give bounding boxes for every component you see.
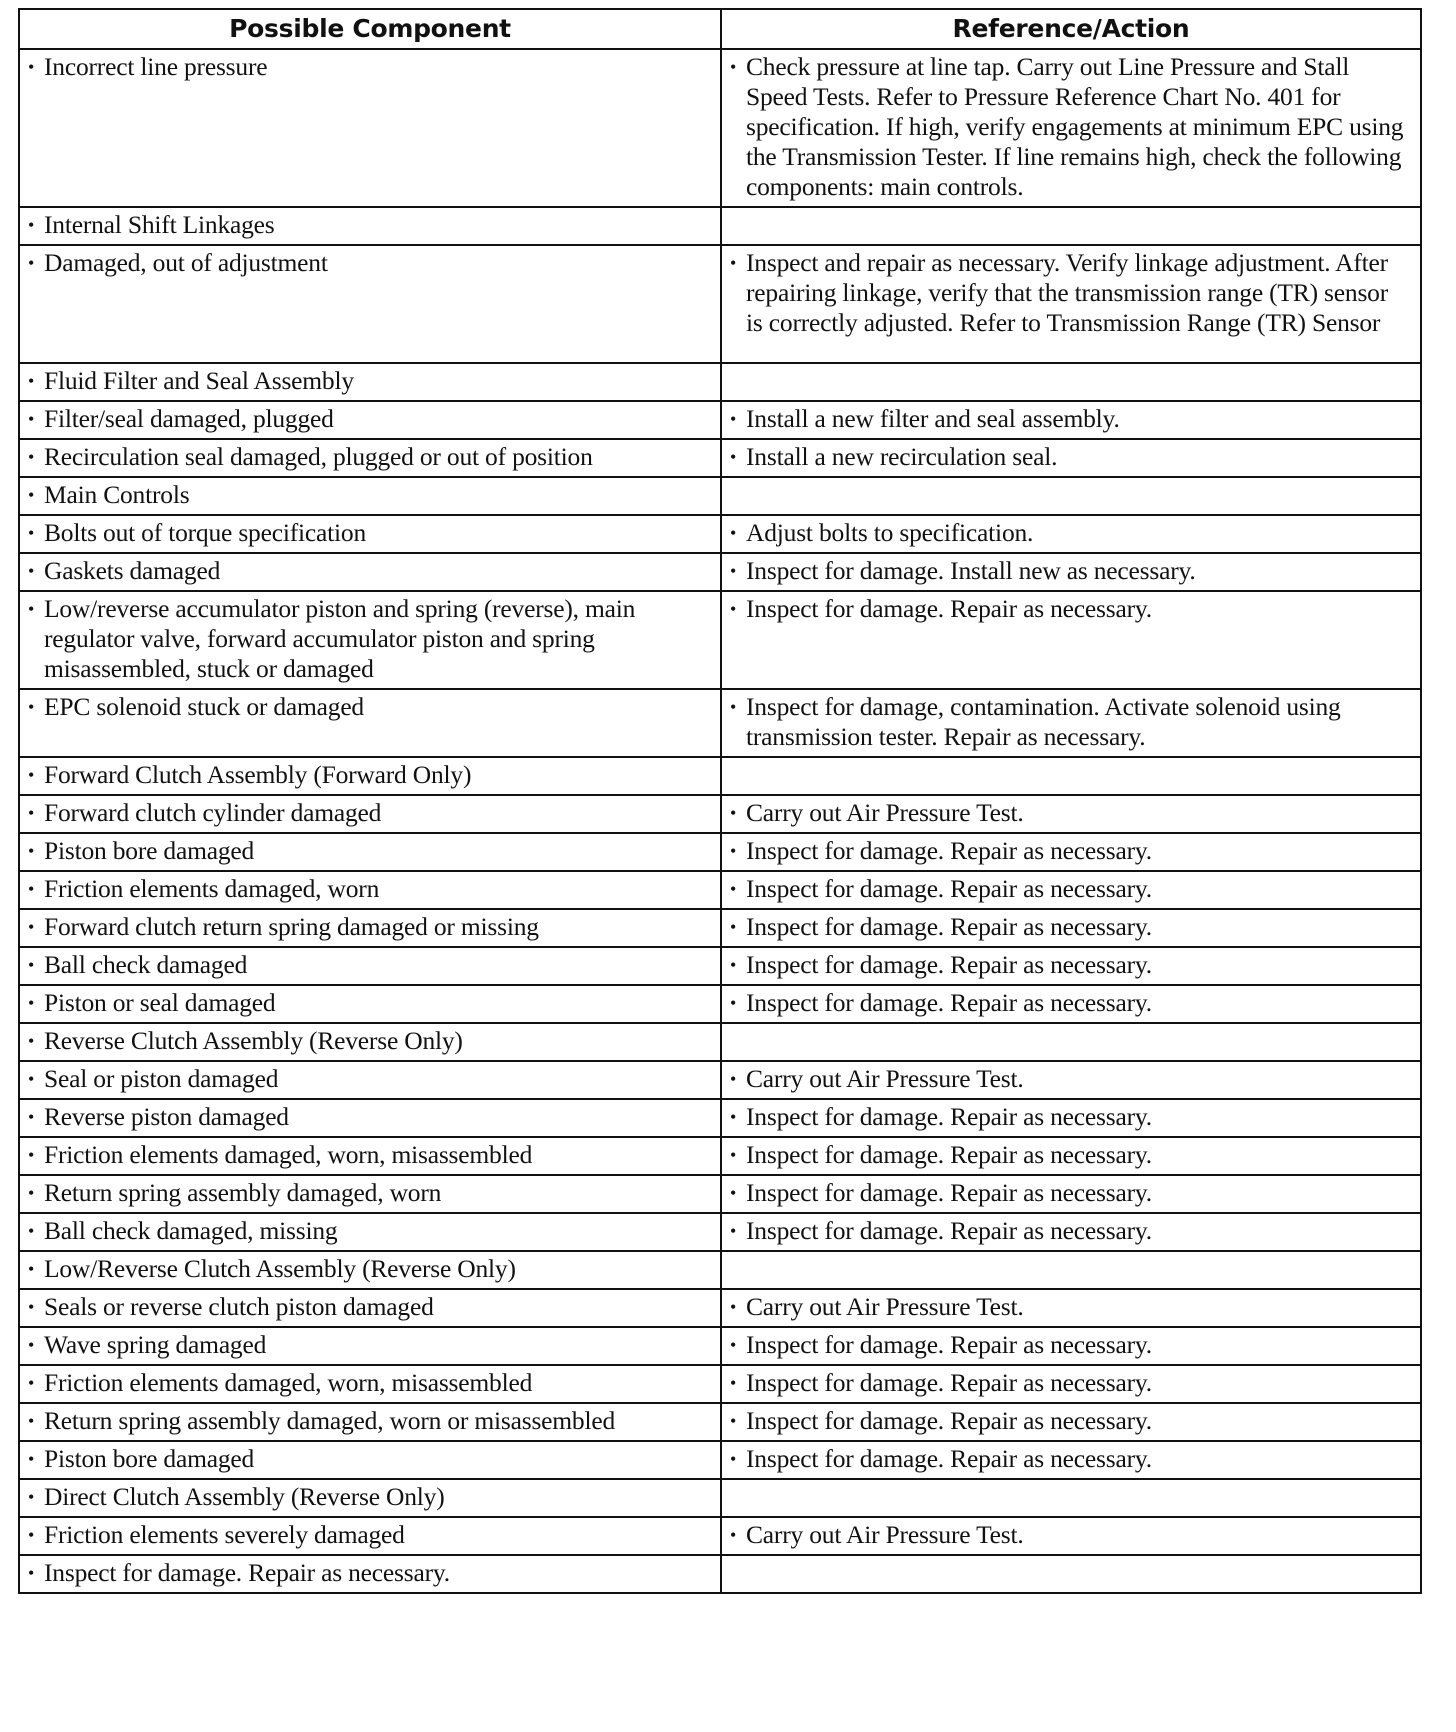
table-row: [19, 1479, 1421, 1517]
cell-content: [28, 518, 708, 548]
component-cell: [19, 207, 721, 245]
bullet-icon: •: [730, 1145, 737, 1165]
component-text: Friction elements damaged, worn, misassembled: [44, 1368, 533, 1397]
header-row: [19, 9, 1421, 49]
cell-content: [28, 1026, 708, 1056]
bullet-icon: •: [730, 1411, 737, 1431]
bullet-icon: •: [28, 485, 35, 505]
bullet-icon: •: [730, 955, 737, 975]
action-cell: [721, 245, 1421, 363]
bullet-icon: •: [730, 1335, 737, 1355]
cell-content: [28, 52, 708, 82]
bullet-icon: •: [28, 1107, 35, 1127]
component-text: Damaged, out of adjustment: [44, 248, 328, 277]
action-text: Inspect for damage. Repair as necessary.: [746, 1178, 1152, 1207]
bullet-icon: •: [730, 879, 737, 899]
cell-content: [730, 404, 1408, 434]
component-text: Forward Clutch Assembly (Forward Only): [44, 760, 472, 789]
action-text: Inspect for damage. Install new as necessary.: [746, 556, 1196, 585]
table-row: [19, 363, 1421, 401]
action-cell: [721, 49, 1421, 207]
action-text: Inspect for damage, contamination. Activate solenoid using transmission tester. Repair as necessary.: [746, 692, 1341, 751]
bullet-icon: •: [730, 1373, 737, 1393]
table-row: [19, 439, 1421, 477]
bullet-icon: •: [730, 1069, 737, 1089]
bullet-icon: •: [28, 215, 35, 235]
cell-content: [730, 1292, 1408, 1322]
component-cell: [19, 1023, 721, 1061]
action-cell: [721, 833, 1421, 871]
bullet-icon: •: [28, 1183, 35, 1203]
component-cell: [19, 245, 721, 363]
bullet-icon: •: [28, 917, 35, 937]
component-cell: [19, 591, 721, 689]
cell-content: [730, 442, 1408, 472]
bullet-icon: •: [28, 561, 35, 581]
cell-content: [730, 1140, 1408, 1170]
cell-content: [730, 950, 1408, 980]
component-cell: [19, 871, 721, 909]
reference-action-header: Reference/Action: [721, 9, 1421, 49]
table-row: [19, 833, 1421, 871]
component-cell: [19, 1555, 721, 1593]
cell-content: [730, 1444, 1408, 1474]
bullet-icon: •: [28, 1487, 35, 1507]
bullet-icon: •: [28, 523, 35, 543]
component-cell: [19, 1061, 721, 1099]
action-cell: [721, 757, 1421, 795]
cell-content: [28, 1216, 708, 1246]
component-cell: [19, 49, 721, 207]
action-cell: [721, 363, 1421, 401]
cell-content: [28, 836, 708, 866]
component-text: Main Controls: [44, 480, 190, 509]
table-row: [19, 871, 1421, 909]
action-text: Inspect for damage. Repair as necessary.: [746, 1330, 1152, 1359]
component-text: Piston or seal damaged: [44, 988, 276, 1017]
component-cell: [19, 689, 721, 757]
cell-content: [28, 556, 708, 586]
cell-content: [28, 1064, 708, 1094]
action-text: Carry out Air Pressure Test.: [746, 1292, 1024, 1321]
action-cell: [721, 1061, 1421, 1099]
table-row: [19, 1555, 1421, 1593]
cell-content: [730, 52, 1408, 202]
action-text: Inspect and repair as necessary. Verify linkage adjustment. After repairing linkage, verify that the transmission range (TR) sensor is correctly adjusted. Refer to Transmission Range (TR) Sensor: [746, 248, 1389, 337]
cell-content: [28, 1254, 708, 1284]
diagnosis-table: [18, 8, 1422, 1594]
cell-content: [730, 988, 1408, 1018]
cell-content: [28, 1520, 708, 1550]
cell-content: [730, 1064, 1408, 1094]
cell-content: [28, 210, 708, 240]
action-cell: [721, 1137, 1421, 1175]
component-text: Internal Shift Linkages: [44, 210, 275, 239]
component-cell: [19, 401, 721, 439]
component-text: Seal or piston damaged: [44, 1064, 279, 1093]
table-row: [19, 757, 1421, 795]
action-cell: [721, 515, 1421, 553]
action-cell: [721, 795, 1421, 833]
bullet-icon: •: [28, 841, 35, 861]
component-text: Seals or reverse clutch piston damaged: [44, 1292, 434, 1321]
component-cell: [19, 1175, 721, 1213]
component-cell: [19, 1403, 721, 1441]
table-row: [19, 1403, 1421, 1441]
action-text: Adjust bolts to specification.: [746, 518, 1034, 547]
bullet-icon: •: [28, 253, 35, 273]
cell-content: [28, 760, 708, 790]
cell-content: [730, 1330, 1408, 1360]
table-row: [19, 401, 1421, 439]
table-body: [19, 49, 1421, 1593]
component-text: Incorrect line pressure: [44, 52, 268, 81]
bullet-icon: •: [730, 1107, 737, 1127]
action-cell: [721, 1175, 1421, 1213]
action-cell: [721, 1213, 1421, 1251]
bullet-icon: •: [730, 409, 737, 429]
bullet-icon: •: [28, 1449, 35, 1469]
cell-content: [730, 874, 1408, 904]
table-row: [19, 207, 1421, 245]
table-row: [19, 553, 1421, 591]
action-cell: [721, 1327, 1421, 1365]
action-cell: [721, 401, 1421, 439]
table-row: [19, 1441, 1421, 1479]
component-cell: [19, 515, 721, 553]
cell-content: [28, 248, 708, 278]
action-text: Install a new recirculation seal.: [746, 442, 1058, 471]
cell-content: [28, 950, 708, 980]
component-text: Friction elements damaged, worn: [44, 874, 380, 903]
possible-component-header: Possible Component: [19, 9, 721, 49]
cell-content: [28, 594, 708, 684]
cell-content: [730, 1406, 1408, 1436]
action-cell: [721, 947, 1421, 985]
action-text: Inspect for damage. Repair as necessary.: [746, 836, 1152, 865]
component-text: Forward clutch cylinder damaged: [44, 798, 382, 827]
table-row: [19, 1517, 1421, 1555]
cell-content: [28, 874, 708, 904]
bullet-icon: •: [730, 1183, 737, 1203]
bullet-icon: •: [28, 599, 35, 619]
cell-content: [28, 1482, 708, 1512]
component-cell: [19, 1479, 721, 1517]
table-row: [19, 245, 1421, 363]
bullet-icon: •: [28, 409, 35, 429]
action-cell: [721, 1099, 1421, 1137]
cell-content: [730, 1216, 1408, 1246]
cell-content: [730, 912, 1408, 942]
component-text: Piston bore damaged: [44, 1444, 255, 1473]
action-cell: [721, 1023, 1421, 1061]
cell-content: [28, 1368, 708, 1398]
component-text: Return spring assembly damaged, worn: [44, 1178, 442, 1207]
cell-content: [730, 248, 1408, 338]
component-cell: [19, 795, 721, 833]
component-cell: [19, 439, 721, 477]
bullet-icon: •: [28, 1373, 35, 1393]
action-text: Carry out Air Pressure Test.: [746, 1520, 1024, 1549]
bullet-icon: •: [28, 803, 35, 823]
action-text: Inspect for damage. Repair as necessary.: [746, 1102, 1152, 1131]
action-text: Inspect for damage. Repair as necessary.: [746, 912, 1152, 941]
table-row: [19, 1137, 1421, 1175]
component-cell: [19, 1441, 721, 1479]
bullet-icon: •: [28, 1069, 35, 1089]
table-row: [19, 947, 1421, 985]
table-row: [19, 1289, 1421, 1327]
component-text: Return spring assembly damaged, worn or misassembled: [44, 1406, 616, 1435]
action-text: Install a new filter and seal assembly.: [746, 404, 1120, 433]
component-cell: [19, 1365, 721, 1403]
component-text: Bolts out of torque specification: [44, 518, 366, 547]
table-row: [19, 689, 1421, 757]
component-text: Recirculation seal damaged, plugged or out of position: [44, 442, 593, 471]
bullet-icon: •: [28, 765, 35, 785]
cell-content: [28, 1330, 708, 1360]
bullet-icon: •: [28, 1259, 35, 1279]
component-cell: [19, 1137, 721, 1175]
action-text: Inspect for damage. Repair as necessary.: [746, 988, 1152, 1017]
component-text: Direct Clutch Assembly (Reverse Only): [44, 1482, 445, 1511]
component-text: Filter/seal damaged, plugged: [44, 404, 334, 433]
bullet-icon: •: [28, 955, 35, 975]
cell-content: [28, 1178, 708, 1208]
action-cell: [721, 439, 1421, 477]
component-cell: [19, 1517, 721, 1555]
cell-content: [28, 1406, 708, 1436]
bullet-icon: •: [28, 447, 35, 467]
component-text: Reverse Clutch Assembly (Reverse Only): [44, 1026, 463, 1055]
cell-content: [730, 1178, 1408, 1208]
component-text: EPC solenoid stuck or damaged: [44, 692, 364, 721]
component-cell: [19, 477, 721, 515]
cell-content: [730, 692, 1408, 752]
bullet-icon: •: [730, 1221, 737, 1241]
action-cell: [721, 553, 1421, 591]
bullet-icon: •: [28, 1221, 35, 1241]
component-cell: [19, 1289, 721, 1327]
table-row: [19, 985, 1421, 1023]
bullet-icon: •: [730, 253, 737, 273]
component-text: Forward clutch return spring damaged or missing: [44, 912, 539, 941]
action-text: Inspect for damage. Repair as necessary.: [746, 594, 1152, 623]
component-text: Low/reverse accumulator piston and spring (reverse), main regulator valve, forward accumulator piston and spring misassembled, stuck or damaged: [44, 594, 636, 683]
component-cell: [19, 833, 721, 871]
component-cell: [19, 1213, 721, 1251]
action-cell: [721, 207, 1421, 245]
cell-content: [730, 1520, 1408, 1550]
table-row: [19, 1365, 1421, 1403]
action-text: Check pressure at line tap. Carry out Line Pressure and Stall Speed Tests. Refer to Pressure Reference Chart No. 401 for specification. If high, verify engagements at minimum EPC using the Transmission Tester. If line remains high, check the following components: main controls.: [746, 52, 1404, 201]
bullet-icon: •: [730, 57, 737, 77]
cell-content: [28, 1558, 708, 1588]
action-text: Inspect for damage. Repair as necessary.: [746, 1406, 1152, 1435]
action-text: Inspect for damage. Repair as necessary.: [746, 950, 1152, 979]
action-text: Carry out Air Pressure Test.: [746, 798, 1024, 827]
component-text: Wave spring damaged: [44, 1330, 267, 1359]
bullet-icon: •: [730, 993, 737, 1013]
table-row: [19, 591, 1421, 689]
bullet-icon: •: [28, 879, 35, 899]
action-cell: [721, 1251, 1421, 1289]
bullet-icon: •: [28, 1297, 35, 1317]
action-cell: [721, 1289, 1421, 1327]
table-row: [19, 49, 1421, 207]
action-cell: [721, 1517, 1421, 1555]
component-text: Reverse piston damaged: [44, 1102, 289, 1131]
bullet-icon: •: [28, 1031, 35, 1051]
cell-content: [28, 912, 708, 942]
bullet-icon: •: [28, 371, 35, 391]
table-row: [19, 795, 1421, 833]
action-cell: [721, 1365, 1421, 1403]
component-cell: [19, 1099, 721, 1137]
component-text: Ball check damaged: [44, 950, 248, 979]
bullet-icon: •: [730, 561, 737, 581]
bullet-icon: •: [730, 917, 737, 937]
action-cell: [721, 909, 1421, 947]
cell-content: [28, 366, 708, 396]
cell-content: [730, 556, 1408, 586]
component-text: Friction elements severely damaged: [44, 1520, 405, 1549]
bullet-icon: •: [730, 1525, 737, 1545]
component-text: Inspect for damage. Repair as necessary.: [44, 1558, 450, 1587]
cell-content: [28, 1102, 708, 1132]
component-cell: [19, 985, 721, 1023]
component-cell: [19, 757, 721, 795]
component-cell: [19, 1251, 721, 1289]
bullet-icon: •: [28, 697, 35, 717]
cell-content: [730, 518, 1408, 548]
component-text: Gaskets damaged: [44, 556, 221, 585]
cell-content: [28, 480, 708, 510]
action-text: Inspect for damage. Repair as necessary.: [746, 1216, 1152, 1245]
component-text: Friction elements damaged, worn, misassembled: [44, 1140, 533, 1169]
action-cell: [721, 871, 1421, 909]
table-row: [19, 909, 1421, 947]
cell-content: [28, 1140, 708, 1170]
action-cell: [721, 1555, 1421, 1593]
bullet-icon: •: [28, 1145, 35, 1165]
component-text: Ball check damaged, missing: [44, 1216, 338, 1245]
cell-content: [28, 442, 708, 472]
bullet-icon: •: [730, 697, 737, 717]
cell-content: [730, 1368, 1408, 1398]
action-cell: [721, 591, 1421, 689]
bullet-icon: •: [28, 1525, 35, 1545]
component-cell: [19, 553, 721, 591]
table-row: [19, 1175, 1421, 1213]
table-row: [19, 1099, 1421, 1137]
action-text: Carry out Air Pressure Test.: [746, 1064, 1024, 1093]
bullet-icon: •: [730, 599, 737, 619]
cell-content: [730, 798, 1408, 828]
bullet-icon: •: [28, 57, 35, 77]
bullet-icon: •: [28, 1335, 35, 1355]
cell-content: [730, 1102, 1408, 1132]
bullet-icon: •: [730, 1297, 737, 1317]
bullet-icon: •: [28, 1411, 35, 1431]
action-cell: [721, 689, 1421, 757]
table-row: [19, 1023, 1421, 1061]
bullet-icon: •: [730, 803, 737, 823]
cell-content: [28, 692, 708, 722]
bullet-icon: •: [28, 993, 35, 1013]
cell-content: [730, 594, 1408, 624]
component-cell: [19, 909, 721, 947]
component-text: Piston bore damaged: [44, 836, 255, 865]
action-cell: [721, 985, 1421, 1023]
table-row: [19, 1061, 1421, 1099]
table-row: [19, 477, 1421, 515]
component-text: Low/Reverse Clutch Assembly (Reverse Only): [44, 1254, 516, 1283]
cell-content: [28, 404, 708, 434]
cell-content: [28, 1292, 708, 1322]
table-row: [19, 1251, 1421, 1289]
table-row: [19, 1327, 1421, 1365]
component-text: Fluid Filter and Seal Assembly: [44, 366, 354, 395]
cell-content: [28, 988, 708, 1018]
table-row: [19, 1213, 1421, 1251]
action-cell: [721, 1479, 1421, 1517]
table-row: [19, 515, 1421, 553]
component-cell: [19, 363, 721, 401]
action-cell: [721, 1441, 1421, 1479]
cell-content: [730, 836, 1408, 866]
action-text: Inspect for damage. Repair as necessary.: [746, 874, 1152, 903]
bullet-icon: •: [28, 1563, 35, 1583]
action-text: Inspect for damage. Repair as necessary.: [746, 1140, 1152, 1169]
action-text: Inspect for damage. Repair as necessary.: [746, 1368, 1152, 1397]
component-cell: [19, 1327, 721, 1365]
bullet-icon: •: [730, 1449, 737, 1469]
action-text: Inspect for damage. Repair as necessary.: [746, 1444, 1152, 1473]
bullet-icon: •: [730, 841, 737, 861]
bullet-icon: •: [730, 523, 737, 543]
diagnosis-document: [18, 8, 1420, 1594]
action-cell: [721, 477, 1421, 515]
cell-content: [28, 1444, 708, 1474]
action-cell: [721, 1403, 1421, 1441]
cell-content: [28, 798, 708, 828]
component-cell: [19, 947, 721, 985]
bullet-icon: •: [730, 447, 737, 467]
